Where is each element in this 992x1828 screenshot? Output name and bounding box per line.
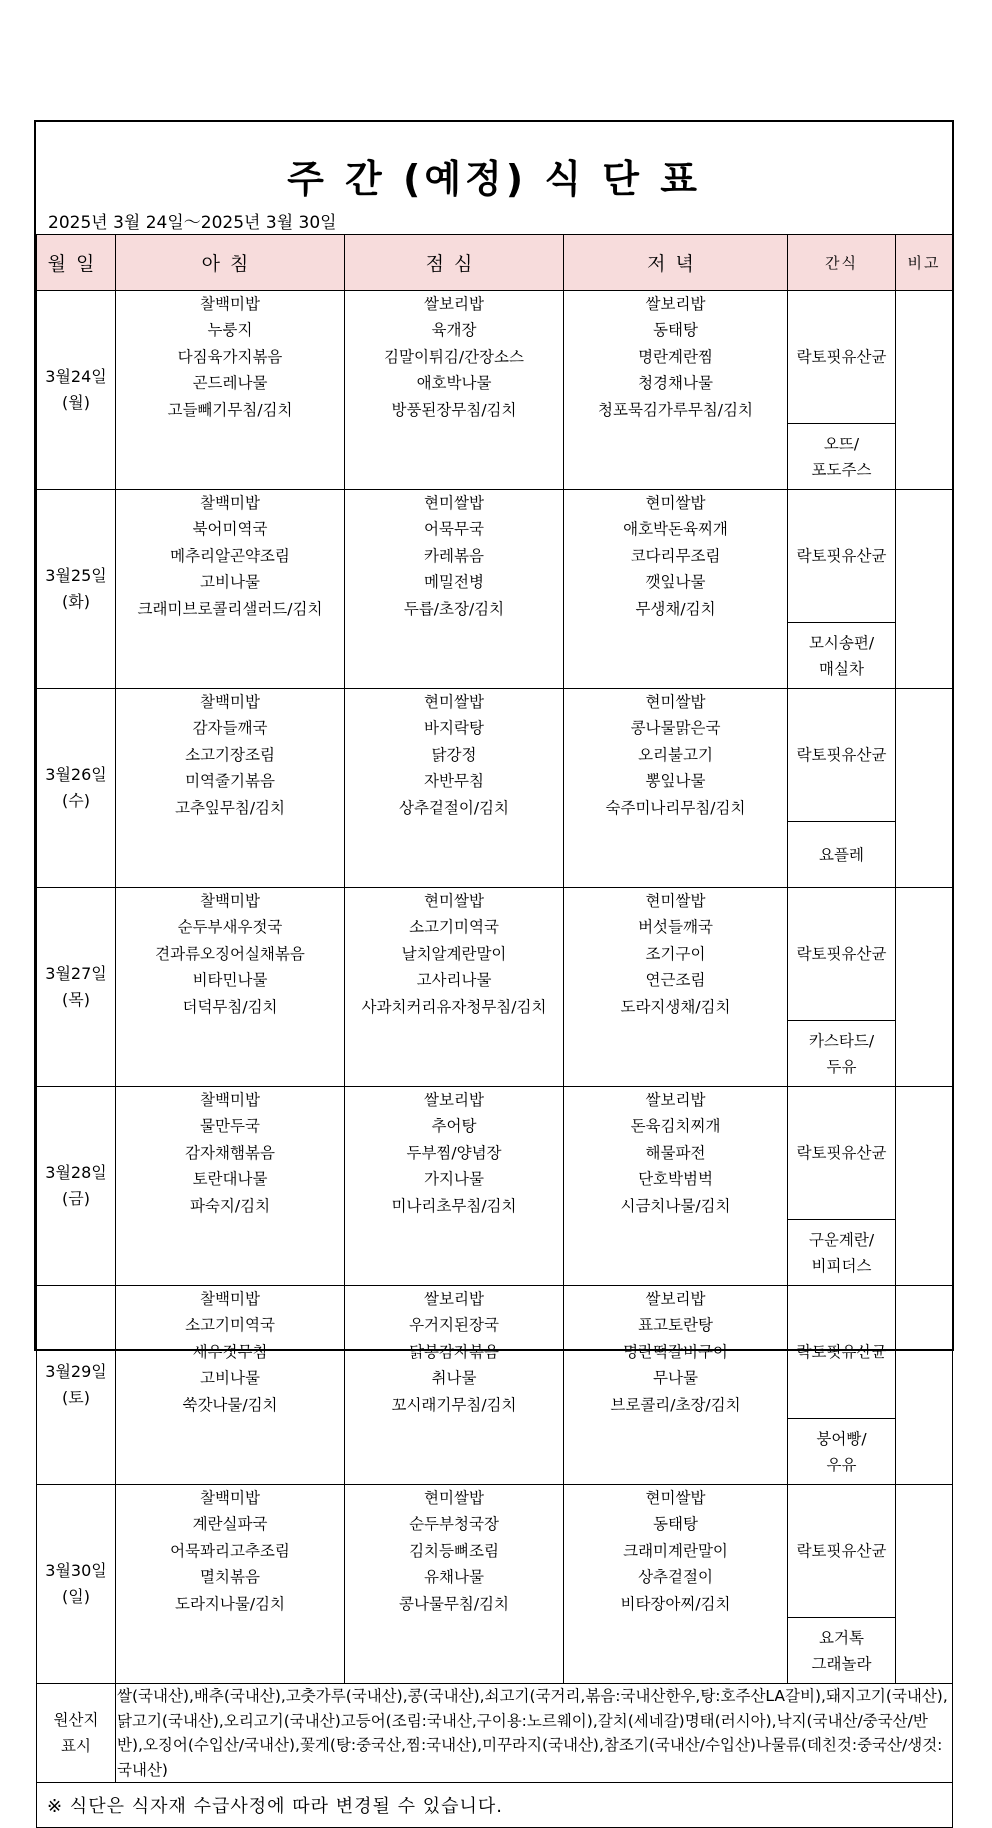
lunch-cell	[345, 1286, 564, 1485]
dinner-item: 표고토란탕	[638, 1316, 713, 1335]
breakfast-item: 찰백미밥	[200, 295, 260, 313]
day-row	[37, 1485, 953, 1618]
day-weekday: (화)	[62, 592, 90, 611]
breakfast-item: 고비나물	[200, 573, 260, 592]
origin-label	[37, 1684, 116, 1783]
dinner-item: 쌀보리밥	[645, 1290, 706, 1308]
note-cell	[896, 888, 953, 1087]
dinner-item: 돈육김치찌개	[630, 1117, 721, 1136]
breakfast-item: 미역줄기볶음	[185, 772, 275, 791]
day-row	[37, 291, 953, 424]
lunch-item: 미나리초무침/김치	[391, 1196, 517, 1215]
lunch-item: 메밀전병	[424, 573, 484, 592]
notice-row	[37, 1783, 953, 1828]
day-date-cell	[37, 888, 116, 1087]
snack-probiotic: 락토핏유산균	[788, 1286, 896, 1419]
dinner-item: 오리불고기	[638, 745, 713, 764]
day-row	[37, 490, 953, 623]
lunch-cell	[345, 1087, 564, 1286]
dinner-item: 쌀보리밥	[645, 1091, 706, 1109]
lunch-item: 취나물	[431, 1369, 477, 1388]
header-dinner: 저녁	[564, 235, 788, 291]
dinner-item: 애호박돈육찌개	[623, 520, 728, 539]
dinner-cell	[564, 1087, 788, 1286]
breakfast-item: 찰백미밥	[200, 1290, 260, 1308]
snack-item: 구운계란/	[808, 1230, 875, 1249]
snack-cell	[788, 623, 896, 689]
dinner-cell	[564, 888, 788, 1087]
dinner-item: 비타장아찌/김치	[620, 1594, 731, 1613]
day-date-cell	[37, 490, 116, 689]
lunch-item: 고사리나물	[416, 971, 492, 990]
breakfast-item: 고비나물	[200, 1369, 260, 1388]
dinner-item: 크래미계란말이	[623, 1541, 728, 1560]
snack-cell	[788, 1618, 896, 1684]
breakfast-cell	[116, 1286, 345, 1485]
breakfast-item: 소고기미역국	[185, 1316, 275, 1335]
page-title: 주 간 (예정) 식 단 표	[287, 157, 701, 201]
lunch-item: 쌀보리밥	[424, 295, 484, 313]
breakfast-item: 토란대나물	[192, 1170, 268, 1189]
lunch-item: 김말이튀김/간장소스	[384, 347, 524, 366]
lunch-item: 현미쌀밥	[424, 1489, 484, 1507]
lunch-item: 추어탕	[431, 1117, 477, 1136]
breakfast-cell	[116, 1485, 345, 1684]
breakfast-item: 순두부새우젓국	[177, 918, 283, 937]
lunch-item: 애호박나물	[416, 374, 492, 393]
day-date: 3월29일	[45, 1362, 107, 1381]
lunch-cell	[345, 888, 564, 1087]
lunch-item: 꼬시래기무침/김치	[391, 1395, 517, 1414]
breakfast-item: 메추리알곤약조림	[170, 546, 290, 565]
snack-item: 붕어빵/	[816, 1429, 867, 1448]
dinner-item: 뽕잎나물	[645, 772, 706, 791]
dinner-item: 청경채나물	[638, 374, 713, 393]
note-cell	[896, 689, 953, 888]
dinner-item: 동태탕	[653, 321, 698, 340]
lunch-cell	[345, 490, 564, 689]
dinner-cell	[564, 1286, 788, 1485]
snack-item: 오뜨/	[823, 434, 860, 453]
dinner-item: 현미쌀밥	[645, 494, 706, 512]
breakfast-item: 더덕무침/김치	[182, 997, 278, 1016]
lunch-item: 두부찜/양념장	[406, 1143, 502, 1162]
day-weekday: (목)	[62, 990, 90, 1009]
header-row	[37, 235, 953, 291]
note-cell	[896, 1485, 953, 1684]
snack-item: 모시송편/	[808, 633, 875, 652]
day-weekday: (일)	[62, 1587, 90, 1606]
breakfast-cell	[116, 291, 345, 490]
note-cell	[896, 291, 953, 490]
breakfast-item: 계란실파국	[192, 1515, 268, 1534]
snack-item: 우유	[826, 1455, 857, 1474]
breakfast-item: 감자채햄볶음	[185, 1143, 275, 1162]
breakfast-cell	[116, 1087, 345, 1286]
breakfast-cell	[116, 888, 345, 1087]
lunch-item: 가지나물	[424, 1170, 484, 1189]
day-weekday: (토)	[62, 1388, 90, 1407]
day-date: 3월26일	[45, 765, 107, 784]
origin-row	[37, 1684, 953, 1783]
snack-item: 요거톡	[819, 1628, 864, 1647]
notice-text: ※ 식단은 식자재 수급사정에 따라 변경될 수 있습니다.	[37, 1783, 953, 1828]
lunch-item: 닭강정	[431, 745, 477, 764]
lunch-item: 김치등뼈조림	[409, 1541, 499, 1560]
lunch-item: 육개장	[431, 321, 477, 340]
day-row	[37, 1286, 953, 1419]
dinner-item: 해물파전	[645, 1143, 706, 1162]
day-date-cell	[37, 1087, 116, 1286]
breakfast-item: 고추잎무침/김치	[174, 798, 286, 817]
snack-cell	[788, 1419, 896, 1485]
lunch-cell	[345, 1485, 564, 1684]
day-date: 3월25일	[45, 566, 107, 585]
lunch-cell	[345, 689, 564, 888]
dinner-item: 연근조림	[645, 971, 706, 990]
breakfast-item: 누룽지	[207, 321, 253, 340]
lunch-item: 소고기미역국	[409, 918, 499, 937]
day-date: 3월28일	[45, 1163, 107, 1182]
breakfast-item: 어묵꽈리고추조림	[170, 1541, 290, 1560]
day-date-cell	[37, 1286, 116, 1485]
dinner-item: 무나물	[653, 1369, 698, 1388]
weekly-menu-table	[36, 234, 953, 1828]
dinner-item: 조기구이	[645, 944, 706, 963]
dinner-item: 현미쌀밥	[645, 892, 706, 910]
breakfast-item: 크래미브로콜리샐러드/김치	[137, 599, 323, 618]
lunch-item: 현미쌀밥	[424, 494, 484, 512]
snack-probiotic: 락토핏유산균	[788, 490, 896, 623]
breakfast-item: 새우젓무침	[192, 1342, 268, 1361]
day-date: 3월24일	[45, 367, 107, 386]
snack-item: 두유	[826, 1057, 857, 1076]
lunch-item: 우거지된장국	[409, 1316, 499, 1335]
dinner-item: 버섯들깨국	[638, 918, 713, 937]
snack-item: 그래놀라	[811, 1654, 872, 1673]
breakfast-item: 물만두국	[200, 1117, 260, 1136]
lunch-item: 자반무침	[424, 772, 484, 791]
breakfast-item: 다짐육가지볶음	[177, 347, 283, 366]
dinner-item: 코다리무조림	[630, 546, 721, 565]
dinner-cell	[564, 1485, 788, 1684]
menu-sheet	[34, 120, 954, 1817]
dinner-item: 현미쌀밥	[645, 693, 706, 711]
day-row	[37, 689, 953, 822]
lunch-item: 닭봉감자볶음	[409, 1342, 499, 1361]
day-date-cell	[37, 689, 116, 888]
breakfast-item: 소고기장조림	[185, 745, 275, 764]
origin-label-line-1: 원산지	[53, 1711, 99, 1729]
dinner-item: 명란계란찜	[638, 347, 713, 366]
lunch-item: 어묵무국	[424, 520, 484, 539]
snack-cell	[788, 424, 896, 490]
snack-item: 요플레	[819, 845, 864, 864]
dinner-item: 도라지생채/김치	[620, 997, 731, 1016]
breakfast-item: 북어미역국	[192, 520, 268, 539]
dinner-item: 숙주미나리무침/김치	[605, 798, 746, 817]
menu-body	[37, 291, 953, 1684]
snack-cell	[788, 822, 896, 888]
lunch-item: 쌀보리밥	[424, 1091, 484, 1109]
lunch-item: 날치알계란말이	[401, 944, 507, 963]
snack-probiotic: 락토핏유산균	[788, 1087, 896, 1220]
lunch-item: 두릅/초장/김치	[403, 599, 505, 618]
day-row	[37, 1087, 953, 1220]
dinner-item: 상추겉절이	[638, 1568, 713, 1587]
lunch-item: 카레볶음	[424, 546, 484, 565]
lunch-item: 현미쌀밥	[424, 693, 484, 711]
day-date: 3월27일	[45, 964, 107, 983]
breakfast-item: 찰백미밥	[200, 892, 260, 910]
breakfast-item: 찰백미밥	[200, 1091, 260, 1109]
menu-period: 2025년 3월 24일～2025년 3월 30일	[48, 213, 337, 233]
day-row	[37, 888, 953, 1021]
lunch-item: 상추겉절이/김치	[398, 798, 510, 817]
lunch-item: 유채나물	[424, 1568, 484, 1587]
lunch-item: 쌀보리밥	[424, 1290, 484, 1308]
lunch-item: 사과치커리유자청무침/김치	[361, 997, 547, 1016]
dinner-cell	[564, 689, 788, 888]
day-date-cell	[37, 291, 116, 490]
snack-probiotic: 락토핏유산균	[788, 1485, 896, 1618]
breakfast-item: 견과류오징어실채볶음	[155, 944, 305, 963]
breakfast-item: 찰백미밥	[200, 494, 260, 512]
snack-probiotic: 락토핏유산균	[788, 689, 896, 822]
breakfast-item: 고들빼기무침/김치	[167, 400, 293, 419]
snack-cell	[788, 1021, 896, 1087]
lunch-item: 현미쌀밥	[424, 892, 484, 910]
note-cell	[896, 1286, 953, 1485]
header-snack: 간식	[788, 235, 896, 291]
breakfast-item: 멸치볶음	[200, 1568, 260, 1587]
dinner-item: 시금치나물/김치	[620, 1196, 731, 1215]
origin-text: 쌀(국내산),배추(국내산),고춧가루(국내산),콩(국내산),쇠고기(국거리,볶음:국내산한우,탕:호주산LA갈비),돼지고기(국내산),닭고기(국내산),오리고기(국내산)고등어(조림:국내산,구이용:노르웨이),갈치(세네갈)명태(러시아),낙지(국내산/중국산/반반),오징어(수입산/국내산),꽃게(탕:중국산,찜:국내산),미꾸라지(국내산),참조기(국내산/수입산)나물류(데친것:중국산/생것:국내산)	[116, 1684, 953, 1783]
note-cell	[896, 1087, 953, 1286]
header-breakfast: 아침	[116, 235, 345, 291]
dinner-cell	[564, 291, 788, 490]
day-weekday: (금)	[62, 1189, 90, 1208]
lunch-cell	[345, 291, 564, 490]
breakfast-item: 파숙지/김치	[189, 1196, 271, 1215]
header-note: 비고	[896, 235, 953, 291]
breakfast-item: 찰백미밥	[200, 1489, 260, 1507]
day-date: 3월30일	[45, 1561, 107, 1580]
dinner-item: 동태탕	[653, 1515, 698, 1534]
header-lunch: 점심	[345, 235, 564, 291]
dinner-item: 무생채/김치	[635, 599, 716, 618]
dinner-item: 쌀보리밥	[645, 295, 706, 313]
breakfast-item: 도라지나물/김치	[174, 1594, 286, 1613]
origin-label-line-2: 표시	[61, 1737, 91, 1755]
snack-probiotic: 락토핏유산균	[788, 888, 896, 1021]
dinner-item: 깻잎나물	[645, 573, 706, 592]
dinner-item: 단호박범벅	[638, 1170, 713, 1189]
breakfast-item: 감자들깨국	[192, 719, 268, 738]
lunch-item: 콩나물무침/김치	[398, 1594, 510, 1613]
lunch-item: 방풍된장무침/김치	[391, 400, 517, 419]
day-weekday: (수)	[62, 791, 90, 810]
breakfast-cell	[116, 689, 345, 888]
day-weekday: (월)	[62, 393, 90, 412]
day-date-cell	[37, 1485, 116, 1684]
snack-item: 포도주스	[811, 460, 872, 479]
breakfast-cell	[116, 490, 345, 689]
snack-item: 비피더스	[811, 1256, 872, 1275]
snack-item: 매실차	[819, 659, 864, 678]
breakfast-item: 곤드레나물	[192, 374, 268, 393]
dinner-item: 현미쌀밥	[645, 1489, 706, 1507]
dinner-item: 명란떡갈비구이	[623, 1342, 728, 1361]
dinner-item: 청포묵김가루무침/김치	[598, 400, 753, 419]
snack-probiotic: 락토핏유산균	[788, 291, 896, 424]
snack-item: 카스타드/	[808, 1031, 875, 1050]
lunch-item: 바지락탕	[424, 719, 484, 738]
dinner-cell	[564, 490, 788, 689]
snack-cell	[788, 1220, 896, 1286]
breakfast-item: 비타민나물	[192, 971, 268, 990]
breakfast-item: 쑥갓나물/김치	[182, 1395, 278, 1414]
lunch-item: 순두부청국장	[409, 1515, 499, 1534]
note-cell	[896, 490, 953, 689]
dinner-item: 콩나물맑은국	[630, 719, 721, 738]
dinner-item: 브로콜리/초장/김치	[610, 1395, 741, 1414]
breakfast-item: 찰백미밥	[200, 693, 260, 711]
header-date: 월일	[37, 235, 116, 291]
